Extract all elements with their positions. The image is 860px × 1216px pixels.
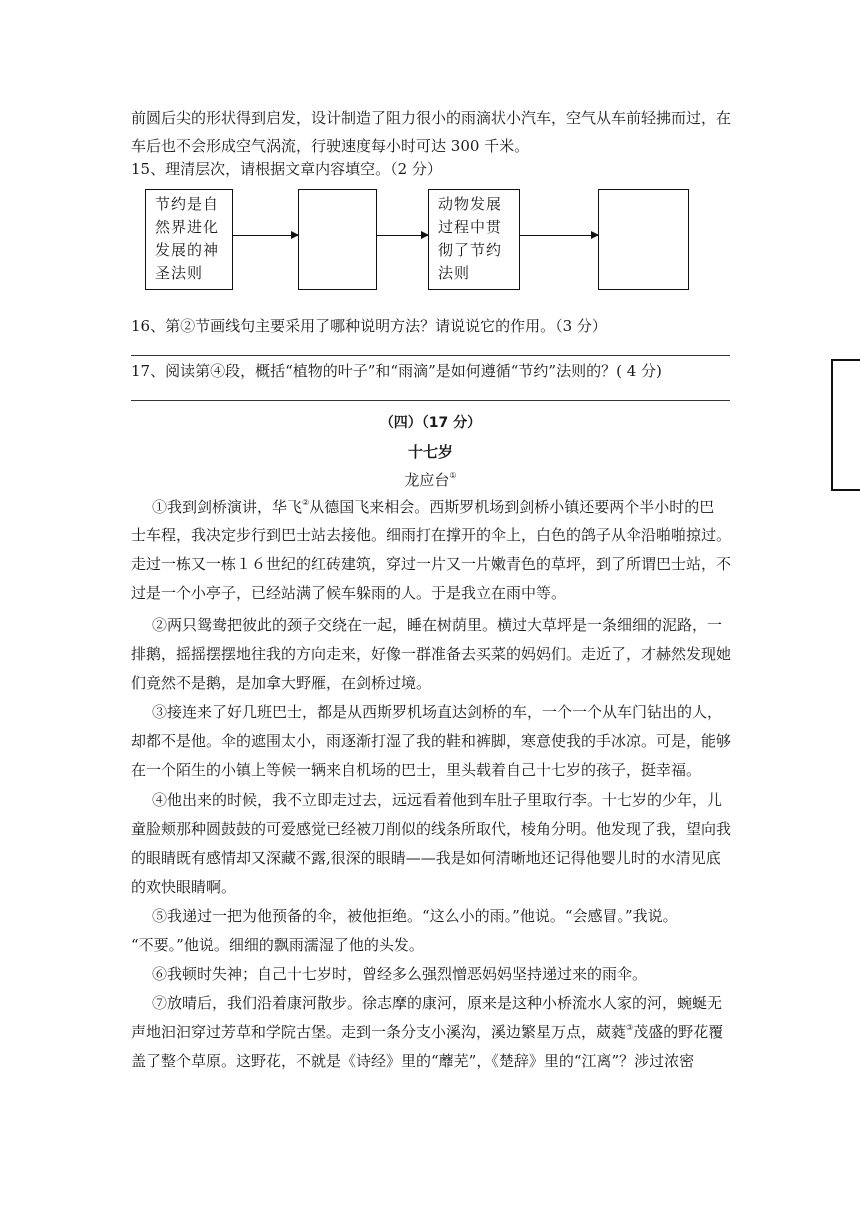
flow-box-3 [428,189,520,290]
paragraph-3-line: 在一个陌生的小镇上等候一辆来自机场的巴士，里头载着自己十七岁的孩子，挺幸福。 [131,761,702,779]
intro-line-2: 车后也不会形成空气涡流，行驶速度每小时可达 300 千米。 [131,137,530,155]
paragraph-1-line-1 [152,497,714,517]
flow-arrow-2 [377,235,428,236]
paragraph-4-line: 的欢快眼睛啊。 [131,878,237,896]
footnote-mark: ③ [626,1023,634,1032]
paragraph-4-line: 童脸颊那种圆鼓鼓的可爱感觉已经被刀削似的线条所取代，棱角分明。他发现了我，望向我 [131,820,732,838]
question-16: 16、第②节画线句主要采用了哪种说明方法？请说说它的作用。（3 分） [131,317,607,335]
flow-arrow-3 [520,235,598,236]
paragraph-3-line: ③接连来了好几班巴士，都是从西斯罗机场直达剑桥的车，一个一个从车门钻出的人， [152,703,723,721]
author-footnote-mark: ① [449,471,457,480]
paragraph-2-line: 排鹅，摇摇摆摆地往我的方向走来，好像一群准备去买菜的妈妈们。走近了，才赫然发现她 [131,645,732,663]
flow-box-2-blank[interactable] [298,189,377,290]
paragraph-1-line: 士车程，我决定步行到巴士站去接他。细雨打在撑开的伞上，白色的鸽子从伞沿啪啪掠过。 [131,526,732,544]
section-heading: （四）（17 分） [379,415,482,431]
flow-box-3-line: 过程中贯 [438,218,503,236]
paragraph-7-line [131,1022,723,1042]
flow-box-1-line: 圣法则 [155,264,204,282]
paragraph-2-line: ②两只鸳鸯把彼此的颈子交绕在一起，睡在树荫里。横过大草坪是一条细细的泥路，一 [152,616,723,634]
paragraph-4-line: ④他出来的时候，我不立即走过去，远远看着他到车肚子里取行李。十七岁的少年，儿 [152,791,723,809]
flow-box-1-line: 节约是自 [155,195,220,213]
flow-box-3-line: 动物发展 [438,195,503,213]
flow-box-3-line: 彻了节约 [438,241,503,259]
paragraph-3-line: 却都不是他。伞的遮围太小，雨逐渐打湿了我的鞋和裤脚，寒意使我的手冰凉。可是，能够 [131,732,732,750]
article-author [131,469,730,490]
intro-line-1: 前圆后尖的形状得到启发，设计制造了阻力很小的雨滴状小汽车，空气从车前轻拂而过，在 [131,109,732,127]
answer-line-16[interactable] [131,355,730,356]
text-span: 茂盛的野花覆 [633,1023,724,1041]
flow-arrow-1 [233,235,298,236]
footnote-mark: ② [302,498,310,507]
paragraph-5-line: “不要。”他说。细细的飘雨濡湿了他的头发。 [131,936,424,954]
paragraph-5-line: ⑤我递过一把为他预备的伞，被他拒绝。“这么小的雨。”他说。“会感冒。”我说。 [152,907,678,925]
text-span: 声地汩汩穿过芳草和学院古堡。走到一条分支小溪沟，溪边繁星万点，葳蕤 [131,1023,627,1041]
text-span: 从德国飞来相会。西斯罗机场到剑桥小镇还要两个半小时的巴 [309,498,715,516]
author-name: 龙应台 [404,471,450,489]
paragraph-7-line: ⑦放晴后，我们沿着康河散步。徐志摩的康河，原来是这种小桥流水人家的河，蜿蜒无 [152,994,723,1012]
answer-line-17[interactable] [131,400,730,401]
flow-box-1-line: 发展的神 [155,241,220,259]
flow-box-1 [145,189,233,290]
text-span: ①我到剑桥演讲，华飞 [152,498,303,516]
article-title: 十七岁 [407,443,453,461]
paragraph-1-line: 过是一个小亭子，已经站满了候车躲雨的人。于是我立在雨中等。 [131,584,567,602]
question-17: 17、阅读第④段，概括“植物的叶子”和“雨滴”是如何遵循“节约”法则的？( 4 分) [131,362,662,380]
score-box [831,359,860,491]
flow-box-1-line: 然界进化 [155,218,220,236]
paragraph-2-line: 们竟然不是鹅，是加拿大野雁，在剑桥过境。 [131,674,432,692]
paragraph-1-line: 走过一栋又一栋１６世纪的红砖建筑，穿过一片又一片嫩青色的草坪，到了所谓巴士站，不 [131,555,732,573]
paragraph-7-line: 盖了整个草原。这野花，不就是《诗经》里的“蘼芜”，《楚辞》里的“江离”？涉过浓密 [131,1052,695,1070]
paragraph-6-line: ⑥我顿时失神；自己十七岁时，曾经多么强烈憎恶妈妈坚持递过来的雨伞。 [152,965,648,983]
flow-box-3-line: 法则 [438,264,471,282]
question-15: 15、理清层次，请根据文章内容填空。（2 分） [131,160,442,178]
flow-box-4-blank[interactable] [598,189,689,290]
paragraph-4-line: 的眼睛既有感情却又深藏不露,很深的眼睛——我是如何清晰地还记得他婴儿时的水清见底 [131,849,721,867]
